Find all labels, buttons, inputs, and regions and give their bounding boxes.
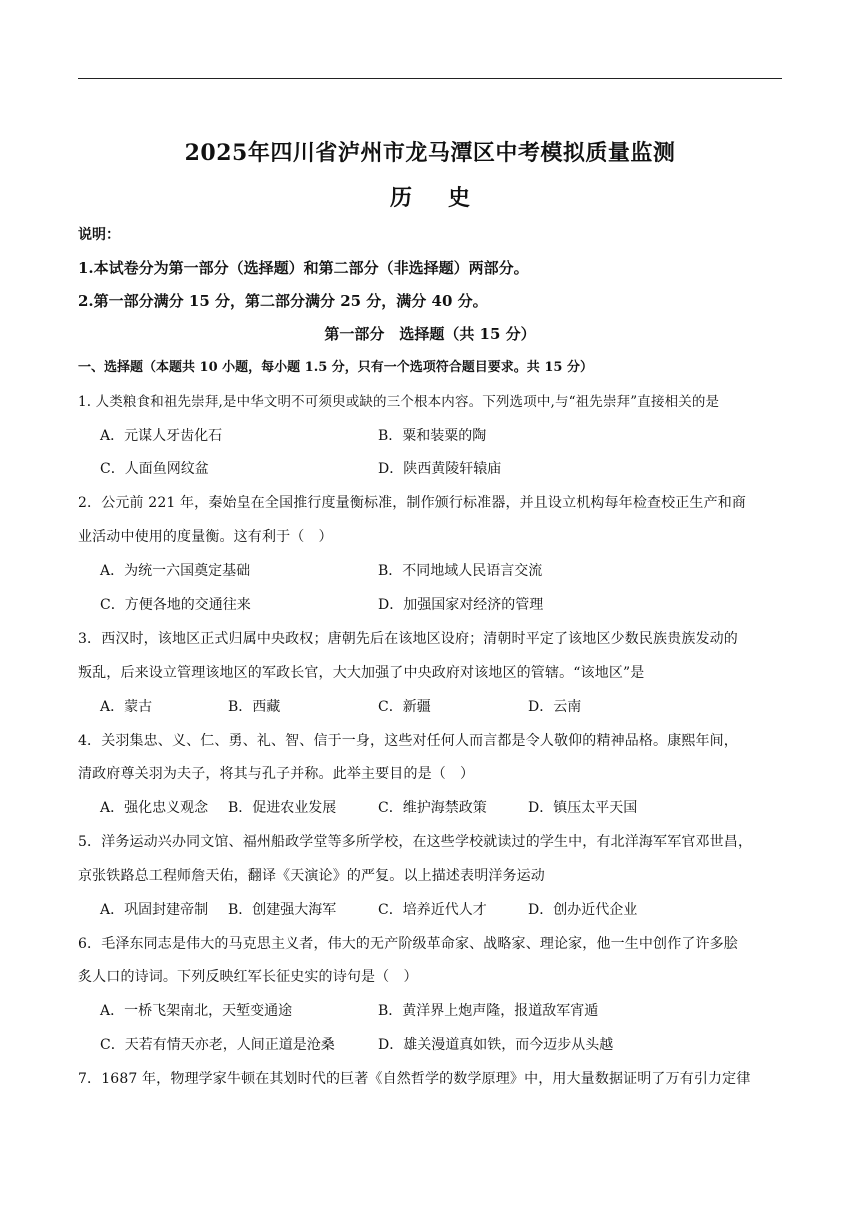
q1-option-b: B．粟和装粟的陶 bbox=[378, 428, 487, 444]
question-1-line-1: 1. 人类粮食和祖先崇拜,是中华文明不可须臾或缺的三个根本内容。下列选项中,与“祖先崇拜”直接相关的是 bbox=[78, 394, 720, 410]
q1-option-d: D．陕西黄陵轩辕庙 bbox=[378, 461, 502, 477]
question-4-line-2: 清政府尊关羽为夫子，将其与孔子并称。此举主要目的是（ ） bbox=[78, 766, 475, 782]
q1-option-c: C．人面鱼网纹盆 bbox=[100, 461, 209, 477]
q1-option-a: A．元谋人牙齿化石 bbox=[100, 428, 223, 444]
section-heading: 一、选择题（本题共 10 小题，每小题 1.5 分，只有一个选项符合题目要求。共 15 分） bbox=[78, 360, 593, 375]
subject-char-1: 历 bbox=[389, 185, 412, 211]
q5-option-a: A．巩固封建帝制 bbox=[100, 902, 209, 918]
question-4-line-1: 4．关羽集忠、义、仁、勇、礼、智、信于一身，这些对任何人而言都是令人敬仰的精神品格。康熙年间， bbox=[78, 733, 738, 749]
q4-option-a: A．强化忠义观念 bbox=[100, 800, 209, 816]
q3-option-b: B．西藏 bbox=[228, 699, 281, 715]
q4-option-b: B．促进农业发展 bbox=[228, 800, 337, 816]
q4-option-d: D．镇压太平天国 bbox=[528, 800, 638, 816]
subject-char-2: 史 bbox=[448, 185, 471, 211]
q3-option-a: A．蒙古 bbox=[100, 699, 153, 715]
note-item-2: 2.第一部分满分 15 分，第二部分满分 25 分，满分 40 分。 bbox=[78, 292, 488, 310]
q5-option-b: B．创建强大海军 bbox=[228, 902, 337, 918]
q5-option-d: D．创办近代企业 bbox=[528, 902, 638, 918]
q3-option-c: C．新疆 bbox=[378, 699, 431, 715]
question-3-line-1: 3．西汉时，该地区正式归属中央政权；唐朝先后在该地区设府；清朝时平定了该地区少数民族贵族发动的 bbox=[78, 631, 738, 647]
note-item-1: 1.本试卷分为第一部分（选择题）和第二部分（非选择题）两部分。 bbox=[78, 259, 529, 277]
q5-option-c: C．培养近代人才 bbox=[378, 902, 487, 918]
header-rule bbox=[78, 78, 782, 79]
q4-option-c: C．维护海禁政策 bbox=[378, 800, 487, 816]
q6-option-b: B．黄洋界上炮声隆，报道敌军宵遁 bbox=[378, 1003, 599, 1019]
question-6-line-1: 6．毛泽东同志是伟大的马克思主义者，伟大的无产阶级革命家、战略家、理论家，他一生中创作了许多脍 bbox=[78, 936, 738, 952]
subject-title bbox=[0, 181, 860, 212]
question-7-line-1: 7．1687 年，物理学家牛顿在其划时代的巨著《自然哲学的数学原理》中，用大量数据证明了万有引力定律 bbox=[78, 1071, 751, 1087]
question-5-line-2: 京张铁路总工程师詹天佑，翻译《天演论》的严复。以上描述表明洋务运动 bbox=[78, 868, 545, 884]
question-2-line-1: 2．公元前 221 年，秦始皇在全国推行度量衡标准，制作颁行标准器，并且设立机构每年检查校正生产和商 bbox=[78, 495, 747, 511]
q6-option-d: D．雄关漫道真如铁，而今迈步从头越 bbox=[378, 1037, 614, 1053]
q2-option-c: C．方便各地的交通往来 bbox=[100, 597, 251, 613]
question-2-line-2: 业活动中使用的度量衡。这有利于（ ） bbox=[78, 529, 333, 545]
q2-option-a: A．为统一六国奠定基础 bbox=[100, 563, 251, 579]
question-3-line-2: 叛乱，后来设立管理该地区的军政长官，大大加强了中央政府对该地区的管辖。“该地区”是 bbox=[78, 665, 645, 681]
question-6-line-2: 炙人口的诗词。下列反映红军长征史实的诗句是（ ） bbox=[78, 969, 418, 985]
notes-heading: 说明： bbox=[78, 227, 120, 243]
q3-option-d: D．云南 bbox=[528, 699, 582, 715]
q2-option-d: D．加强国家对经济的管理 bbox=[378, 597, 544, 613]
q6-option-a: A．一桥飞架南北，天堑变通途 bbox=[100, 1003, 293, 1019]
part1-title: 第一部分 选择题（共 15 分） bbox=[324, 325, 536, 343]
q2-option-b: B．不同地域人民语言交流 bbox=[378, 563, 543, 579]
question-5-line-1: 5．洋务运动兴办同文馆、福州船政学堂等多所学校，在这些学校就读过的学生中，有北洋海军军官邓世昌， bbox=[78, 834, 753, 850]
q6-option-c: C．天若有情天亦老，人间正道是沧桑 bbox=[100, 1037, 335, 1053]
exam-title: 2025年四川省泸州市龙马潭区中考模拟质量监测 bbox=[184, 140, 676, 166]
